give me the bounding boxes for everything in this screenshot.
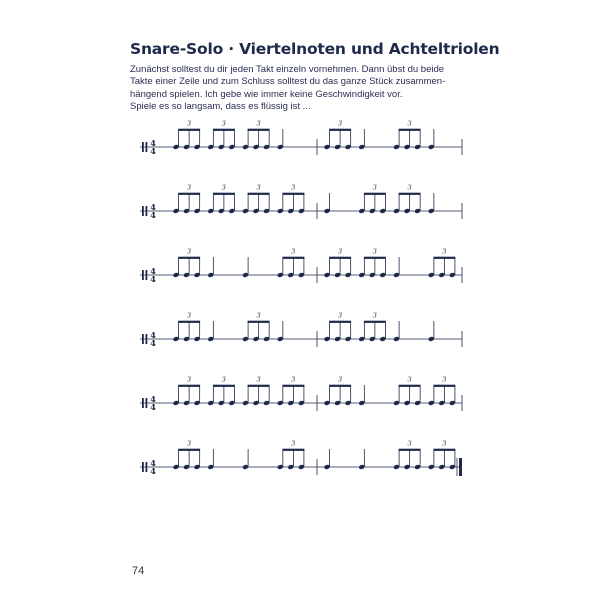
percussion-clef-bar xyxy=(146,398,148,408)
triplet-beam xyxy=(282,385,304,387)
triplet-marker: 3 xyxy=(221,183,226,192)
triplet-marker: 3 xyxy=(187,247,192,256)
percussion-clef-bar xyxy=(146,334,148,344)
triplet-marker: 3 xyxy=(442,247,447,256)
time-signature-bottom: 4 xyxy=(150,338,156,348)
triplet-beam xyxy=(178,257,200,259)
triplet-beam xyxy=(282,449,304,451)
triplet-beam xyxy=(213,193,235,195)
triplet-beam xyxy=(399,129,421,131)
intro-line: Takte einer Zeile und zum Schluss solltest du das ganze Stück zusammen- xyxy=(130,76,446,88)
percussion-clef-bar xyxy=(142,462,144,472)
time-signature-top: 4 xyxy=(150,394,156,404)
triplet-beam xyxy=(178,321,200,323)
triplet-marker: 3 xyxy=(291,247,296,256)
page-title: Snare-Solo · Viertelnoten und Achteltriolen xyxy=(130,40,500,58)
triplet-beam xyxy=(329,385,351,387)
triplet-marker: 3 xyxy=(187,119,192,128)
triplet-marker: 3 xyxy=(338,247,343,256)
triplet-beam xyxy=(282,193,304,195)
triplet-marker: 3 xyxy=(187,375,192,384)
triplet-beam xyxy=(178,193,200,195)
time-signature-top: 4 xyxy=(150,458,156,468)
triplet-beam xyxy=(364,321,386,323)
triplet-marker: 3 xyxy=(442,439,447,448)
time-signature-top: 4 xyxy=(150,266,156,276)
triplet-marker: 3 xyxy=(442,375,447,384)
triplet-marker: 3 xyxy=(256,375,261,384)
triplet-beam xyxy=(433,257,455,259)
triplet-marker: 3 xyxy=(291,183,296,192)
triplet-marker: 3 xyxy=(187,311,192,320)
triplet-beam xyxy=(329,321,351,323)
intro-line: Zunächst solltest du dir jeden Takt einzeln vornehmen. Dann übst du beide xyxy=(130,64,445,75)
triplet-beam xyxy=(433,449,455,451)
percussion-clef-bar xyxy=(146,206,148,216)
triplet-marker: 3 xyxy=(256,119,261,128)
time-signature-top: 4 xyxy=(150,202,156,212)
time-signature-top: 4 xyxy=(150,330,156,340)
page-number: 74 xyxy=(132,565,145,577)
triplet-beam xyxy=(329,129,351,131)
triplet-marker: 3 xyxy=(221,375,226,384)
triplet-marker: 3 xyxy=(372,247,377,256)
intro-line: Spiele es so langsam, dass es flüssig ist ... xyxy=(130,101,311,113)
triplet-beam xyxy=(178,385,200,387)
triplet-marker: 3 xyxy=(338,311,343,320)
percussion-clef-bar xyxy=(142,142,144,152)
triplet-marker: 3 xyxy=(291,439,296,448)
time-signature-bottom: 4 xyxy=(150,146,156,156)
triplet-beam xyxy=(364,193,386,195)
triplet-beam xyxy=(282,257,304,259)
triplet-marker: 3 xyxy=(221,119,226,128)
triplet-beam xyxy=(178,129,200,131)
triplet-beam xyxy=(248,193,270,195)
time-signature-top: 4 xyxy=(150,138,156,148)
triplet-marker: 3 xyxy=(187,183,192,192)
time-signature-bottom: 4 xyxy=(150,466,156,476)
triplet-marker: 3 xyxy=(338,119,343,128)
triplet-beam xyxy=(248,385,270,387)
percussion-clef-bar xyxy=(142,334,144,344)
triplet-beam xyxy=(399,449,421,451)
triplet-beam xyxy=(248,321,270,323)
triplet-marker: 3 xyxy=(291,375,296,384)
triplet-marker: 3 xyxy=(372,311,377,320)
percussion-clef-bar xyxy=(142,206,144,216)
triplet-beam xyxy=(248,129,270,131)
triplet-beam xyxy=(213,129,235,131)
triplet-marker: 3 xyxy=(407,439,412,448)
time-signature-bottom: 4 xyxy=(150,274,156,284)
triplet-marker: 3 xyxy=(256,183,261,192)
triplet-beam xyxy=(178,449,200,451)
triplet-beam xyxy=(213,385,235,387)
percussion-clef-bar xyxy=(146,142,148,152)
intro-line: hängend spielen. Ich gebe wie immer keine Geschwindigkeit vor. xyxy=(130,88,403,100)
percussion-clef-bar xyxy=(142,270,144,280)
triplet-beam xyxy=(364,257,386,259)
percussion-clef-bar xyxy=(146,462,148,472)
time-signature-bottom: 4 xyxy=(150,210,156,220)
triplet-beam xyxy=(329,257,351,259)
final-barline-thick xyxy=(459,458,462,476)
percussion-clef-bar xyxy=(142,398,144,408)
triplet-beam xyxy=(399,193,421,195)
time-signature-bottom: 4 xyxy=(150,402,156,412)
triplet-marker: 3 xyxy=(187,439,192,448)
triplet-marker: 3 xyxy=(407,119,412,128)
triplet-marker: 3 xyxy=(372,183,377,192)
triplet-marker: 3 xyxy=(338,375,343,384)
triplet-beam xyxy=(399,385,421,387)
triplet-marker: 3 xyxy=(407,183,412,192)
triplet-marker: 3 xyxy=(407,375,412,384)
percussion-clef-bar xyxy=(146,270,148,280)
triplet-marker: 3 xyxy=(256,311,261,320)
triplet-beam xyxy=(433,385,455,387)
